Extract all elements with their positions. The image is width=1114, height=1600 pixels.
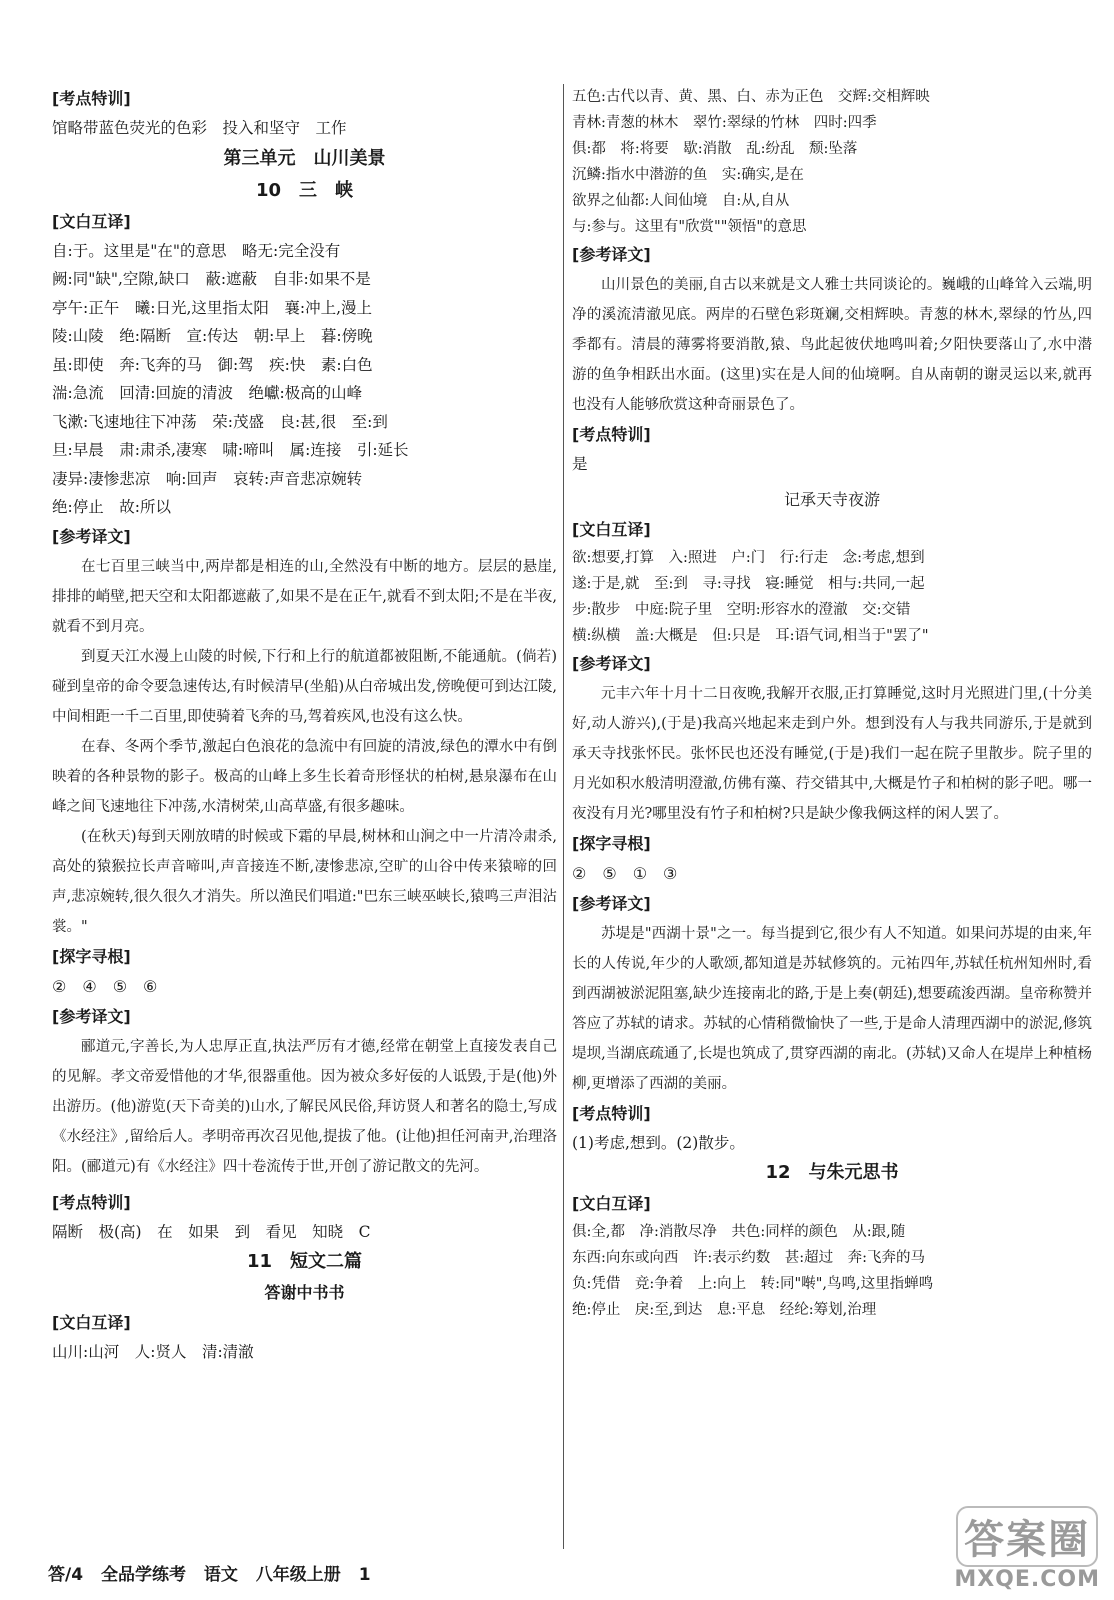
vocab-line: 飞漱:飞速地往下冲荡 荣:茂盛 良:甚,很 至:到: [52, 412, 388, 431]
left-column: [52, 84, 557, 1367]
lesson-title: 10 三 峡: [255, 179, 354, 201]
unit-title: 第三单元 山川美景: [223, 147, 386, 169]
vocab-line: 陵:山陵 绝:隔断 宣:传达 朝:早上 暮:傍晚: [52, 327, 373, 345]
watermark-url: MXQE.COM: [954, 1567, 1100, 1592]
translation-paragraph: 山川景色的美丽,自古以来就是文人雅士共同谈论的。巍峨的山峰耸入云端,明净的溪流清澈见底。两岸的石壁色彩斑斓,交相辉映。青葱的林木,翠绿的竹丛,四季都有。清晨的薄雾将要消散,猿、鸟此起彼伏地鸣叫着;夕阳快要落山了,水中潜游的鱼争相跃出水面。(这里)实在是人间的仙境啊。自从南朝的谢灵运以来,就再也没有人能够欣赏这种奇丽景色了。: [572, 277, 1092, 413]
vocab-line: 阙:同"缺",空隙,缺口 蔽:遮蔽 自非:如果不是: [52, 270, 371, 288]
vocab-line: 俱:全,都 净:消散尽净 共色:同样的颜色 从:跟,随: [572, 1224, 906, 1240]
section-heading: [考点特训]: [572, 425, 651, 444]
vocab-line: 步:散步 中庭:院子里 空明:形容水的澄澈 交:交错: [572, 601, 911, 618]
section-heading: [考点特训]: [52, 89, 131, 108]
lesson-subtitle: 答谢中书书: [264, 1283, 345, 1302]
vocab-list: [572, 1219, 1092, 1323]
lesson-title: 11 短文二篇: [246, 1251, 363, 1272]
section-heading: [参考译文]: [52, 526, 131, 546]
watermark-logo: 答案圈: [956, 1506, 1098, 1567]
volume-number: 1: [358, 1565, 371, 1585]
answer-numbers: ② ④ ⑤ ⑥: [52, 976, 158, 996]
vocab-line: 负:凭借 竞:争着 上:向上 转:同"啭",鸟鸣,这里指蝉鸣: [572, 1276, 934, 1292]
vocab-line: 山川:山河 人:贤人 清:清澈: [52, 1343, 254, 1361]
translation-paragraph: (在秋天)每到天刚放晴的时候或下霜的早晨,树林和山涧之中一片清冷肃杀,高处的猿猴拉长声音啼叫,声音接连不断,凄惨悲凉,空旷的山谷中传来猿啼的回声,悲凉婉转,很久很久才消失。所以渔民们唱道:"巴东三峡巫峡长,猿鸣三声泪沾裳。": [52, 828, 557, 935]
translation-paragraph: 郦道元,字善长,为人忠厚正直,执法严厉有才德,经常在朝堂上直接发表自己的见解。孝文帝爱惜他的才华,很器重他。因为被众多好佞的人诋毁,于是(他)外出游历。(他)游览(天下奇美的)山水,了解民风民俗,拜访贤人和著名的隐士,写成《水经注》,留给后人。孝明帝再次召见他,提拔了他。(让他)担任河南尹,治理洛阳。(郦道元)有《水经注》四十卷流传于世,开创了游记散文的先河。: [52, 1038, 557, 1175]
section-heading: [文白互译]: [572, 519, 651, 539]
vocab-line: 自:于。这里是"在"的意思 略无:完全没有: [52, 241, 341, 260]
section-heading: [文白互译]: [572, 1194, 651, 1213]
section-heading: [文白互译]: [52, 211, 131, 231]
translation-paragraph: 元丰六年十月十二日夜晚,我解开衣服,正打算睡觉,这时月光照进门里,(十分美好,动人游兴),(于是)我高兴地起来走到户外。想到没有人与我共同游乐,于是就到承天寺找张怀民。张怀民也还没有睡觉,(于是)我们一起在院子里散步。院子里的月光如积水般清明澄澈,仿佛有藻、荇交错其中,大概是竹子和柏树的影子吧。哪一夜没有月光?哪里没有竹子和柏树?只是缺少像我俩这样的闲人罢了。: [572, 685, 1092, 822]
section-heading: [参考译文]: [572, 245, 651, 264]
vocab-line: 俱:都 将:将要 歇:消散 乱:纷乱 颓:坠落: [572, 141, 858, 157]
answer-numbers: ② ⑤ ① ③: [572, 863, 678, 883]
page-number: 答/4: [48, 1565, 84, 1585]
watermark: [954, 1506, 1100, 1592]
vocab-line: 横:纵横 盖:大概是 但:只是 耳:语气词,相当于"罢了": [572, 627, 929, 644]
vocab-line: 虽:即使 奔:飞奔的马 御:驾 疾:快 素:白色: [52, 355, 373, 374]
vocab-line: 绝:停止 故:所以: [52, 498, 171, 516]
lesson-title: 12 与朱元思书: [765, 1162, 899, 1183]
vocab-line: 五色:古代以青、黄、黑、白、赤为正色 交辉:交相辉映: [572, 89, 930, 105]
section-heading: [探字寻根]: [572, 833, 651, 853]
vocab-list: [572, 545, 1092, 649]
vocab-list: [52, 237, 557, 522]
vocab-line: 青林:青葱的林木 翠竹:翠绿的竹林 四时:四季: [572, 115, 877, 131]
section-heading: [文白互译]: [52, 1313, 131, 1332]
section-heading: [探字寻根]: [52, 946, 131, 966]
vocab-list: [572, 84, 1092, 240]
vocab-line: 亭午:正午 曦:日光,这里指太阳 襄:冲上,漫上: [52, 298, 373, 317]
vocab-line: 欲:想要,打算 入:照进 户:门 行:行走 念:考虑,想到: [572, 549, 925, 566]
vocab-line: 东西:向东或向西 许:表示约数 甚:超过 奔:飞奔的马: [572, 1250, 926, 1266]
vocab-line: 遂:于是,就 至:到 寻:寻找 寝:睡觉 相与:共同,一起: [572, 575, 925, 592]
translation-paragraph: 在七百里三峡当中,两岸都是相连的山,全然没有中断的地方。层层的悬崖,排排的峭壁,把天空和太阳都遮蔽了,如果不是在正午,就看不到太阳;不是在半夜,就看不到月亮。: [52, 558, 557, 635]
section-heading: [参考译文]: [52, 1006, 131, 1026]
section-heading: [参考译文]: [572, 893, 651, 913]
answer-line: 隔断 极(高) 在 如果 到 看见 知晓 C: [52, 1222, 371, 1241]
answer-line: 是: [572, 455, 588, 473]
column-divider: [563, 84, 564, 1549]
lesson-subtitle: 记承天寺夜游: [783, 489, 880, 509]
answer-line: (1)考虑,想到。(2)散步。: [572, 1133, 745, 1152]
section-heading: [参考译文]: [572, 653, 651, 673]
vocab-line: 欲界之仙都:人间仙境 自:从,自从: [572, 193, 790, 209]
translation-paragraph: 在春、冬两个季节,激起白色浪花的急流中有回旋的清波,绿色的潭水中有倒映着的各种景物的影子。极高的山峰上多生长着奇形怪状的柏树,悬泉瀑布在山峰之间飞速地往下冲荡,水清树荣,山高草盛,有很多趣味。: [52, 738, 557, 815]
vocab-line: 凄异:凄惨悲凉 响:回声 哀转:声音悲凉婉转: [52, 469, 363, 488]
right-column: [572, 84, 1092, 1323]
section-heading: [考点特训]: [52, 1192, 131, 1212]
translation-paragraph: 到夏天江水漫上山陵的时候,下行和上行的航道都被阻断,不能通航。(倘若)碰到皇帝的命令要急速传达,有时候清早(坐船)从白帝城出发,傍晚便可到达江陵,中间相距一千二百里,即使骑着飞奔的马,驾着疾风,也没有这么快。: [52, 648, 557, 725]
page-footer: [48, 1560, 383, 1585]
section-heading: [考点特训]: [572, 1103, 651, 1123]
vocab-line: 绝:停止 戾:至,到达 息:平息 经纶:筹划,治理: [572, 1302, 877, 1318]
translation-paragraph: 苏堤是"西湖十景"之一。每当提到它,很少有人不知道。如果问苏堤的由来,年长的人传说,年少的人歌颂,都知道是苏轼修筑的。元祐四年,苏轼任杭州知州时,看到西湖被淤泥阻塞,缺少连接南北的路,于是上奏(朝廷),想要疏浚西湖。皇帝称赞并答应了苏轼的请求。苏轼的心情稍微愉快了一些,于是命人清理西湖中的淤泥,修筑堤坝,当湖底疏通了,长堤也筑成了,贯穿西湖的南北。(苏轼)又命人在堤岸上种植杨柳,更增添了西湖的美丽。: [572, 925, 1092, 1092]
vocab-line: 旦:早晨 肃:肃杀,凄寒 啸:啼叫 属:连接 引:延长: [52, 441, 409, 459]
answer-line: 馆略带蓝色荧光的色彩 投入和坚守 工作: [52, 119, 347, 137]
vocab-line: 沉鳞:指水中潜游的鱼 实:确实,是在: [572, 167, 804, 183]
grade-label: 八年级上册: [255, 1565, 341, 1585]
vocab-line: 湍:急流 回清:回旋的清波 绝巘:极高的山峰: [52, 384, 363, 402]
book-title: 全品学练考: [100, 1565, 186, 1585]
vocab-line: 与:参与。这里有"欣赏""领悟"的意思: [572, 219, 807, 235]
subject-label: 语文: [203, 1565, 238, 1585]
